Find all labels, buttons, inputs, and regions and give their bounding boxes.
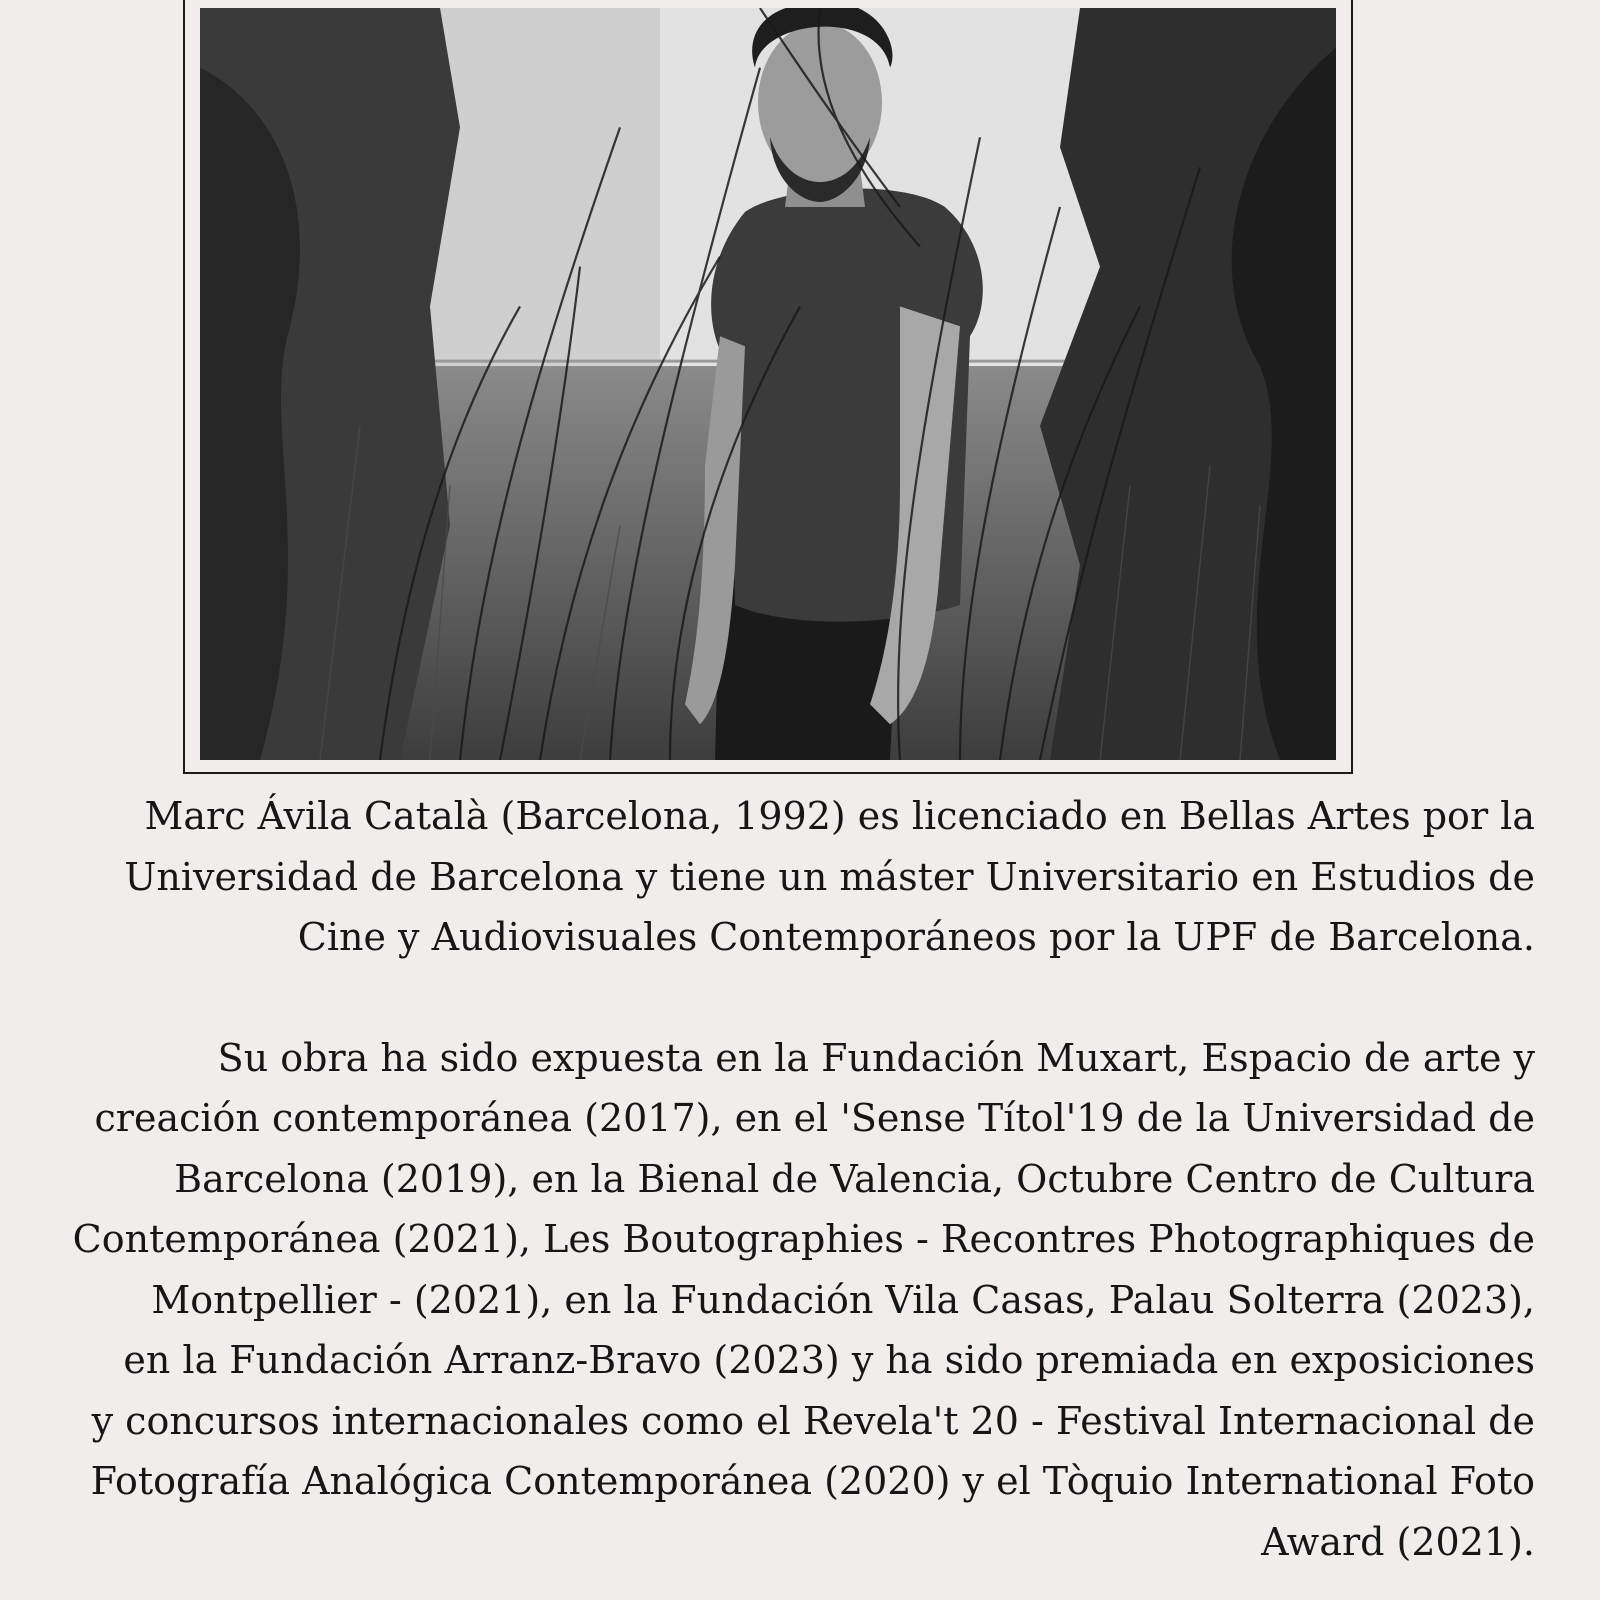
bio-line: creación contemporánea (2017), en el 'Sense Títol'19 de la Universidad de (94, 1096, 1535, 1140)
bio-line: Contemporánea (2021), Les Boutographies - Recontres Photographiques de (72, 1217, 1535, 1261)
portrait-illustration (200, 8, 1336, 760)
bio-line: Cine y Audiovisuales Contemporáneos por la UPF de Barcelona. (297, 915, 1535, 959)
artist-bio (0, 786, 1535, 1572)
photo-frame (183, 0, 1353, 774)
bio-line: y concursos internacionales como el Revela't 20 - Festival Internacional de (91, 1398, 1535, 1443)
bio-line: en la Fundación Arranz-Bravo (2023) y ha sido premiada en exposiciones (123, 1338, 1535, 1382)
bio-paragraph-2 (0, 1028, 1535, 1573)
bio-line: Marc Ávila Català (Barcelona, 1992) es licenciado en Bellas Artes por la (144, 794, 1535, 838)
bio-line: Su obra ha sido expuesta en la Fundación Muxart, Espacio de arte y (217, 1035, 1535, 1080)
bio-line: Fotografía Analógica Contemporánea (2020) y el Tòquio International Foto (90, 1459, 1535, 1503)
portrait-photo (200, 8, 1336, 760)
bio-paragraph-1 (0, 786, 1535, 968)
bio-line: Universidad de Barcelona y tiene un máster Universitario en Estudios de (124, 854, 1535, 899)
bio-line: Montpellier - (2021), en la Fundación Vila Casas, Palau Solterra (2023), (151, 1277, 1535, 1322)
bio-line: Barcelona (2019), en la Bienal de Valencia, Octubre Centro de Cultura (174, 1156, 1535, 1201)
bio-line: Award (2021). (1261, 1519, 1535, 1564)
